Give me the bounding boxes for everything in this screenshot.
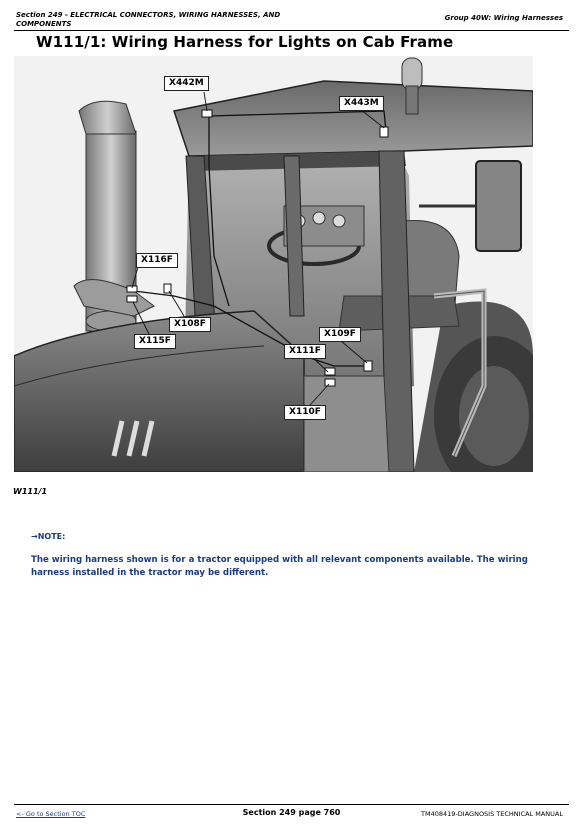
section-toc-link[interactable]: <- Go to Section TOC <box>16 810 86 818</box>
note-text: The wiring harness shown is for a tractor equipped with all relevant components available. The wiring harness installed in the tractor may be different. <box>31 555 528 578</box>
connector-label-x116f: X116F <box>136 253 178 268</box>
header-group: Group 40W: Wiring Harnesses <box>444 14 563 22</box>
connector-label-x111f: X111F <box>284 344 326 359</box>
figure-caption: W111/1 <box>13 487 48 496</box>
connector-label-x443m: X443M <box>339 96 384 111</box>
page-number: Section 249 page 760 <box>242 808 341 817</box>
harness-illustration <box>14 56 533 472</box>
connector-label-x109f: X109F <box>319 327 361 342</box>
header-section: Section 249 - ELECTRICAL CONNECTORS, WIRING HARNESSES, AND COMPONENTS <box>16 11 281 28</box>
connector-label-x115f: X115F <box>134 334 176 349</box>
page-title: W111/1: Wiring Harness for Lights on Cab Frame <box>36 33 454 51</box>
header-divider <box>14 30 569 31</box>
footer-divider <box>14 804 569 805</box>
connector-label-x442m: X442M <box>164 76 209 91</box>
note-label: →NOTE: <box>31 532 66 541</box>
tractor-cab-drawing <box>14 56 533 472</box>
manual-id: TM408419-DIAGNOSIS TECHNICAL MANUAL <box>421 810 563 818</box>
connector-label-x110f: X110F <box>284 405 326 420</box>
connector-label-x108f: X108F <box>169 317 211 332</box>
